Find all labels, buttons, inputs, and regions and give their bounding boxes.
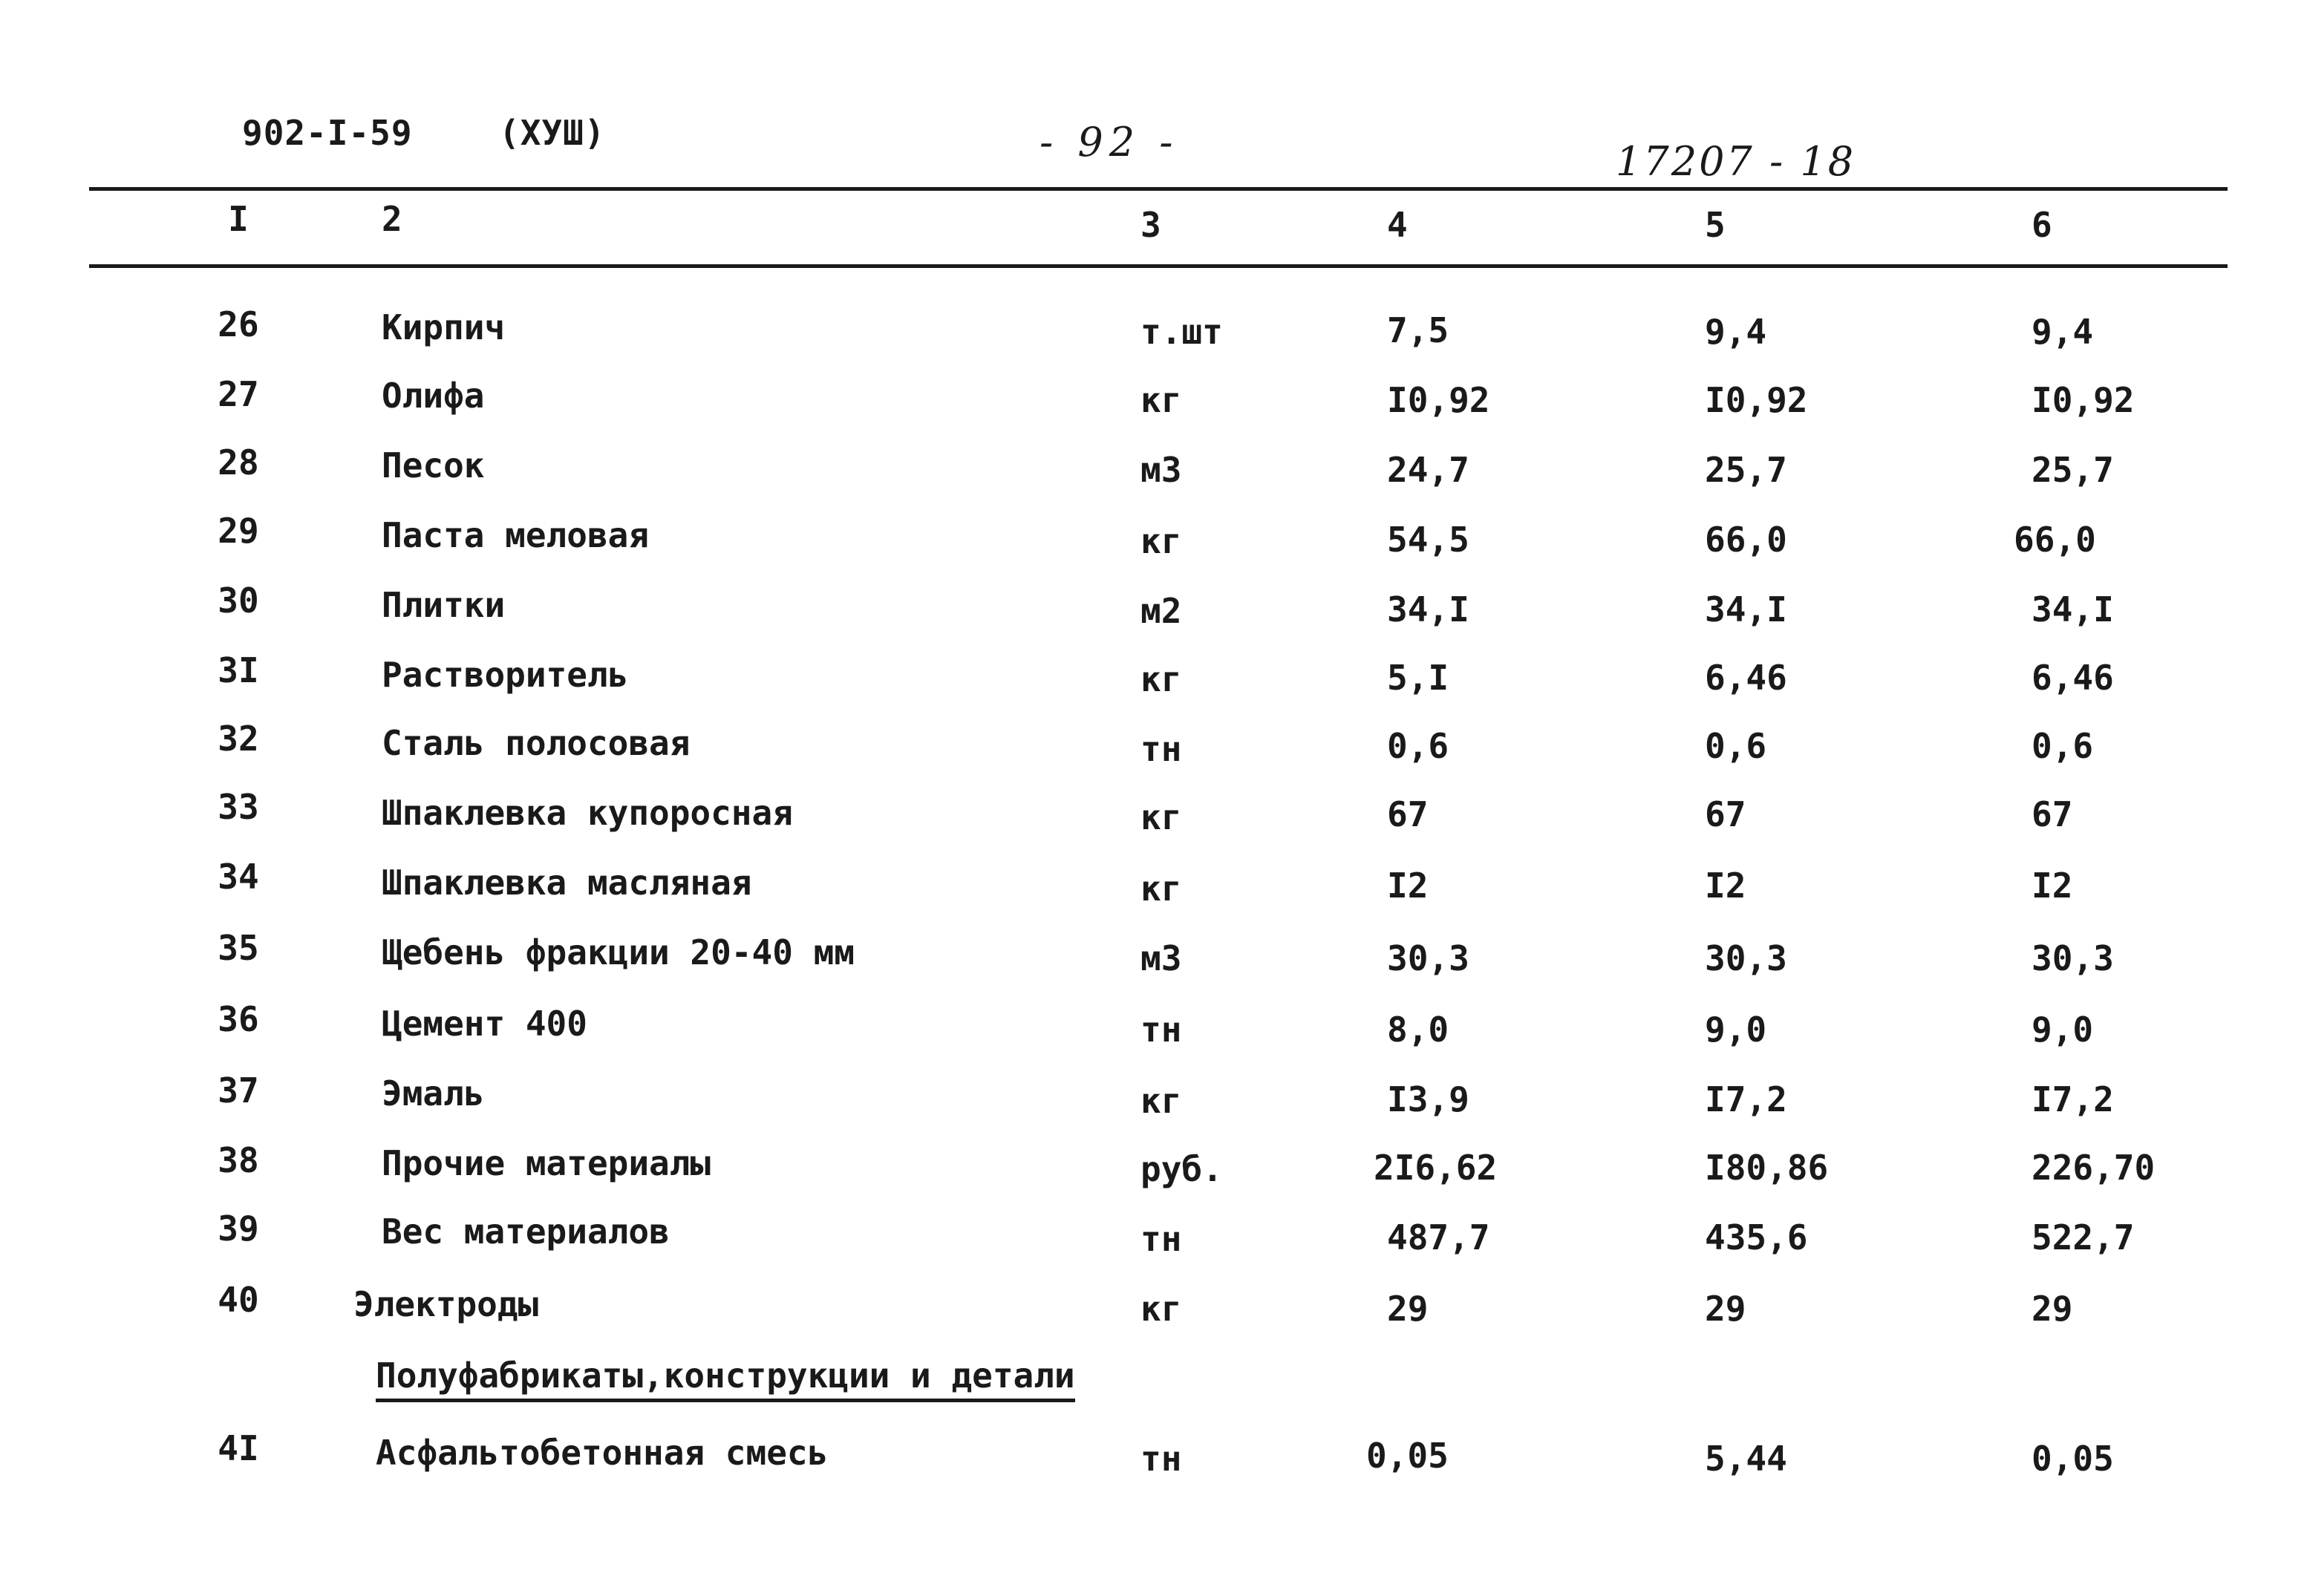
value-col-6: 9,0 xyxy=(2032,1010,2094,1050)
header-bottom-rule xyxy=(89,264,2228,268)
value-col-5: 0,6 xyxy=(1705,726,1767,766)
material-name: Асфальтобетонная смесь xyxy=(376,1433,829,1473)
unit: кг xyxy=(1141,797,1182,837)
material-name: Песок xyxy=(382,445,485,485)
material-name: Цемент 400 xyxy=(382,1004,587,1044)
material-name: Кирпич xyxy=(382,307,506,347)
row-number: 27 xyxy=(218,374,259,414)
unit: кг xyxy=(1141,380,1182,420)
value-col-5: 66,0 xyxy=(1705,520,1787,560)
value-col-6: 522,7 xyxy=(2032,1217,2135,1257)
unit: тн xyxy=(1141,1439,1182,1479)
unit: тн xyxy=(1141,1010,1182,1050)
column-header-2: 2 xyxy=(382,199,402,239)
value-col-5: 67 xyxy=(1705,794,1746,834)
value-col-6: I7,2 xyxy=(2032,1079,2114,1119)
value-col-5: 30,3 xyxy=(1705,938,1787,978)
unit: кг xyxy=(1141,869,1182,909)
row-number: 34 xyxy=(218,857,259,897)
material-name: Плитки xyxy=(382,585,506,625)
material-name: Паста меловая xyxy=(382,515,650,555)
value-col-6: 66,0 xyxy=(2014,520,2096,560)
value-col-4: 34,I xyxy=(1387,589,1469,629)
value-col-6: 25,7 xyxy=(2032,450,2114,490)
value-col-6: 6,46 xyxy=(2032,658,2114,698)
value-col-6: I2 xyxy=(2032,866,2073,906)
material-name: Эмаль xyxy=(382,1073,485,1113)
material-name: Щебень фракции 20-40 мм xyxy=(382,932,855,972)
unit: кг xyxy=(1141,659,1182,699)
unit: тн xyxy=(1141,729,1182,769)
unit: тн xyxy=(1141,1219,1182,1259)
value-col-4: I0,92 xyxy=(1387,380,1490,420)
value-col-5: 435,6 xyxy=(1705,1217,1808,1257)
value-col-4: 2I6,62 xyxy=(1374,1148,1498,1188)
value-col-4: 0,05 xyxy=(1366,1436,1449,1476)
column-header-6: 6 xyxy=(2032,205,2052,245)
value-col-6: 0,05 xyxy=(2032,1439,2114,1479)
value-col-5: I0,92 xyxy=(1705,380,1808,420)
value-col-5: 29 xyxy=(1705,1289,1746,1329)
row-number: 38 xyxy=(218,1140,259,1180)
row-number: 40 xyxy=(218,1280,259,1320)
row-number: 33 xyxy=(218,787,259,827)
column-header-1: I xyxy=(228,199,249,239)
column-header-4: 4 xyxy=(1387,205,1408,245)
unit: м3 xyxy=(1141,938,1182,978)
table-top-rule xyxy=(89,187,2228,191)
row-number: 4I xyxy=(218,1428,259,1468)
value-col-5: 9,4 xyxy=(1705,312,1767,352)
row-number: 39 xyxy=(218,1209,259,1249)
value-col-4: 0,6 xyxy=(1387,726,1449,766)
value-col-5: I80,86 xyxy=(1705,1148,1829,1188)
unit: руб. xyxy=(1141,1149,1223,1189)
row-number: 26 xyxy=(218,304,259,344)
value-col-5: 6,46 xyxy=(1705,658,1787,698)
value-col-4: 24,7 xyxy=(1387,450,1469,490)
row-number: 28 xyxy=(218,442,259,483)
unit: м3 xyxy=(1141,450,1182,490)
value-col-6: 29 xyxy=(2032,1289,2073,1329)
row-number: 36 xyxy=(218,999,259,1039)
value-col-6: 0,6 xyxy=(2032,726,2094,766)
row-number: 29 xyxy=(218,511,259,551)
column-header-3: 3 xyxy=(1141,205,1161,245)
section-number: (ХУШ) xyxy=(499,113,606,153)
value-col-5: 25,7 xyxy=(1705,450,1787,490)
value-col-5: 34,I xyxy=(1705,589,1787,629)
section-subheading: Полуфабрикаты,конструкции и детали xyxy=(376,1355,1075,1402)
page-number: - 92 - xyxy=(1040,119,1179,166)
value-col-4: 30,3 xyxy=(1387,938,1469,978)
unit: кг xyxy=(1141,1081,1182,1121)
material-name: Олифа xyxy=(382,376,485,416)
row-number: 32 xyxy=(218,719,259,759)
row-number: 35 xyxy=(218,928,259,968)
unit: м2 xyxy=(1141,591,1182,631)
value-col-4: I2 xyxy=(1387,866,1429,906)
material-name: Шпаклевка масляная xyxy=(382,863,752,903)
column-header-5: 5 xyxy=(1705,205,1726,245)
value-col-4: 7,5 xyxy=(1387,310,1449,350)
material-name: Прочие материалы xyxy=(382,1143,711,1183)
value-col-4: 5,I xyxy=(1387,658,1449,698)
row-number: 30 xyxy=(218,580,259,621)
row-number: 37 xyxy=(218,1070,259,1111)
value-col-5: 9,0 xyxy=(1705,1010,1767,1050)
document-code: 902-I-59 xyxy=(242,113,413,153)
value-col-6: 34,I xyxy=(2032,589,2114,629)
value-col-4: 67 xyxy=(1387,794,1429,834)
handwritten-number: 17207 - 18 xyxy=(1616,138,1856,185)
value-col-5: 5,44 xyxy=(1705,1439,1787,1479)
value-col-6: 67 xyxy=(2032,794,2073,834)
value-col-6: 9,4 xyxy=(2032,312,2094,352)
value-col-6: 226,70 xyxy=(2032,1148,2156,1188)
material-name: Вес материалов xyxy=(382,1211,670,1252)
value-col-5: I2 xyxy=(1705,866,1746,906)
material-name: Шпаклевка купоросная xyxy=(382,793,793,833)
value-col-4: 8,0 xyxy=(1387,1010,1449,1050)
unit: т.шт xyxy=(1141,312,1223,352)
unit: кг xyxy=(1141,521,1182,561)
value-col-4: 54,5 xyxy=(1387,520,1469,560)
value-col-6: I0,92 xyxy=(2032,380,2135,420)
material-name: Электроды xyxy=(353,1284,539,1324)
material-name: Растворитель xyxy=(382,655,629,695)
value-col-6: 30,3 xyxy=(2032,938,2114,978)
value-col-4: I3,9 xyxy=(1387,1079,1469,1119)
value-col-4: 487,7 xyxy=(1387,1217,1490,1257)
value-col-4: 29 xyxy=(1387,1289,1429,1329)
row-number: 3I xyxy=(218,650,259,690)
unit: кг xyxy=(1141,1289,1182,1329)
value-col-5: I7,2 xyxy=(1705,1079,1787,1119)
material-name: Сталь полосовая xyxy=(382,723,691,763)
